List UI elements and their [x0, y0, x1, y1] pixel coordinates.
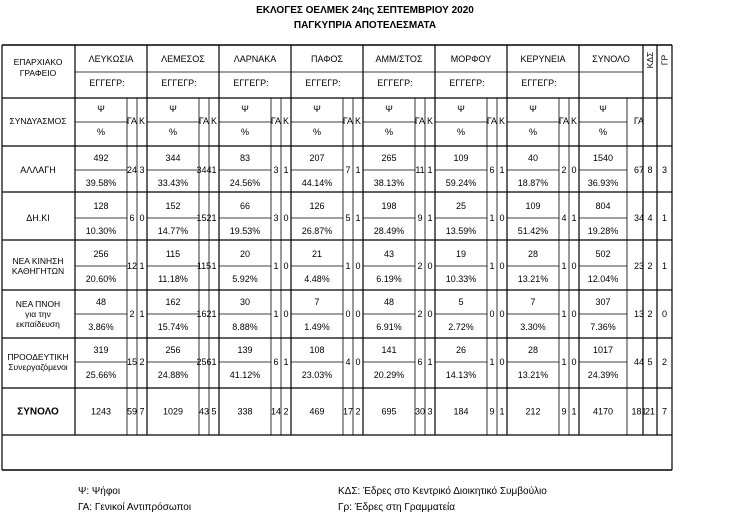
percent-cell: 13.59% [445, 226, 477, 236]
percent-cell: 13.21% [517, 370, 549, 380]
sum-k-cell: 5 [211, 406, 217, 417]
votes-cell: 162 [165, 297, 181, 307]
percent-cell: 13.21% [517, 274, 549, 284]
k-cell: 0 [283, 261, 289, 271]
votes-cell: 66 [239, 201, 251, 211]
k-cell: 1 [139, 261, 145, 271]
votes-cell: 492 [93, 153, 109, 163]
total-percent-cell: 7.36% [590, 322, 616, 332]
votes-cell: 30 [239, 297, 251, 307]
votes-cell: 7 [314, 297, 320, 307]
gr-cell: 2 [661, 357, 668, 367]
ga-cell: 1 [345, 261, 351, 271]
ga-cell: 7 [345, 165, 351, 175]
party-name: εκπαίδευση [16, 319, 60, 329]
registered-label: ΕΓΓΕΓΡ: [521, 78, 557, 88]
total-percent-cell: 19.28% [587, 226, 619, 236]
ga-cell: 4 [345, 357, 351, 367]
k-cell: 1 [211, 165, 217, 175]
ga-cell: 1 [561, 261, 567, 271]
votes-cell: 128 [93, 201, 109, 211]
sum-ga-cell: 30 [414, 406, 426, 417]
k-cell: 0 [499, 357, 505, 367]
total-votes-cell: 307 [595, 297, 611, 307]
ga-subheader: ΓΑ [126, 116, 138, 126]
legend-kds: ΚΔΣ: Έδρες στο Κεντρικό Διοικητικό Συμβούλιο [338, 486, 547, 497]
ga-cell: 4 [561, 213, 567, 223]
k-cell: 1 [211, 309, 217, 319]
total-column-header: ΣΥΝΟΛΟ [592, 54, 630, 64]
total-ga-cell: 34 [633, 213, 645, 223]
gr-cell: 1 [661, 261, 668, 271]
percent-cell: 11.18% [158, 274, 188, 284]
pct-subheader: % [168, 127, 178, 137]
ga-subheader: ΓΑ [486, 116, 498, 126]
sum-k-cell: 2 [355, 406, 361, 417]
district-name: ΛΕΜΕΣΟΣ [161, 54, 205, 64]
sum-votes-cell: 1029 [162, 406, 184, 417]
pct-subheader: % [456, 127, 466, 137]
k-cell: 0 [427, 261, 433, 271]
corner-label-combination: ΣΥΝΔΥΑΣΜΟΣ [9, 116, 67, 126]
sum-ga-cell: 59 [126, 406, 138, 417]
legend-psi: Ψ: Ψήφοι [78, 486, 121, 497]
k-subheader: Κ [210, 116, 218, 126]
percent-cell: 44.14% [301, 178, 333, 188]
percent-cell: 15.74% [157, 322, 189, 332]
percent-cell: 38.13% [373, 178, 405, 188]
percent-cell: 5.92% [232, 274, 258, 284]
psi-subheader: Ψ [599, 104, 607, 114]
sum-row-label: ΣΥΝΟΛΟ [17, 406, 59, 418]
registered-label: ΕΓΓΕΓΡ: [449, 78, 485, 88]
votes-cell: 109 [525, 201, 541, 211]
k-cell: 0 [283, 213, 289, 223]
legend-gr: Γρ: Έδρες στη Γραμματεία [338, 502, 456, 513]
votes-cell: 141 [381, 345, 397, 355]
ga-cell: 12 [126, 261, 138, 271]
votes-cell: 139 [237, 345, 253, 355]
votes-cell: 48 [383, 297, 395, 307]
ga-cell: 162 [196, 309, 212, 319]
k-cell: 0 [571, 261, 577, 271]
votes-cell: 265 [381, 153, 397, 163]
psi-subheader: Ψ [385, 104, 393, 114]
k-cell: 0 [427, 309, 433, 319]
ga-cell: 115 [196, 261, 212, 271]
ga-cell: 6 [489, 165, 495, 175]
votes-cell: 207 [309, 153, 325, 163]
ga-cell: 1 [273, 261, 279, 271]
sum-votes-cell: 695 [381, 406, 397, 417]
total-votes-cell: 502 [595, 249, 611, 259]
k-cell: 1 [571, 213, 577, 223]
party-name: ΝΕΑ ΚΙΝΗΣΗ [12, 256, 64, 266]
total-ga-cell: 23 [633, 261, 645, 271]
ga-cell: 11 [415, 165, 425, 175]
sum-ga-cell: 9 [489, 406, 495, 417]
k-cell: 0 [571, 357, 577, 367]
sum-ga-cell: 17 [342, 406, 354, 417]
ga-cell: 344 [196, 165, 212, 175]
percent-cell: 20.29% [373, 370, 405, 380]
party-name: ΝΕΑ ΠΝΟΗ [15, 299, 61, 309]
k-subheader: Κ [282, 116, 290, 126]
sum-ga-cell: 43 [198, 406, 210, 417]
sum-gr-cell: 7 [661, 406, 668, 417]
k-subheader: Κ [138, 116, 146, 126]
sum-kds-cell: 21 [644, 406, 656, 417]
votes-cell: 256 [165, 345, 181, 355]
k-subheader: Κ [570, 116, 578, 126]
votes-cell: 26 [455, 345, 467, 355]
percent-cell: 6.91% [376, 322, 402, 332]
votes-cell: 198 [381, 201, 397, 211]
percent-cell: 33.43% [157, 178, 189, 188]
ga-cell: 2 [129, 309, 135, 319]
psi-subheader: Ψ [457, 104, 465, 114]
sum-k-cell: 3 [427, 406, 433, 417]
party-name: Συνεργαζόμενοι [8, 362, 68, 372]
sum-votes-cell: 469 [309, 406, 325, 417]
percent-cell: 39.58% [85, 178, 117, 188]
votes-cell: 126 [309, 201, 325, 211]
total-ga-cell: 67 [633, 165, 645, 175]
percent-cell: 26.87% [301, 226, 333, 236]
ga-cell: 9 [417, 213, 423, 223]
percent-cell: 51.42% [517, 226, 549, 236]
sum-total-votes-cell: 4170 [592, 406, 614, 417]
party-name: ΔΗ.ΚΙ [26, 213, 50, 223]
sum-k-cell: 1 [499, 406, 505, 417]
district-name: ΜΟΡΦΟΥ [450, 54, 492, 64]
k-subheader: Κ [354, 116, 362, 126]
party-name: για την [25, 309, 51, 319]
percent-cell: 14.13% [445, 370, 477, 380]
ga-cell: 152 [196, 213, 212, 223]
registered-label: ΕΓΓΕΓΡ: [377, 78, 413, 88]
pct-subheader: % [96, 127, 106, 137]
votes-cell: 25 [455, 201, 467, 211]
votes-cell: 20 [239, 249, 251, 259]
sum-votes-cell: 212 [525, 406, 541, 417]
votes-cell: 28 [527, 249, 539, 259]
votes-cell: 43 [383, 249, 395, 259]
percent-cell: 14.77% [157, 226, 189, 236]
k-cell: 1 [139, 309, 145, 319]
votes-cell: 40 [527, 153, 539, 163]
kds-column-header: ΚΔΣ [645, 51, 655, 69]
k-cell: 0 [499, 261, 505, 271]
pct-subheader: % [312, 127, 322, 137]
registered-label: ΕΓΓΕΓΡ: [161, 78, 197, 88]
pct-subheader: % [528, 127, 538, 137]
gr-column-header: ΓΡ [659, 54, 670, 66]
ga-cell: 6 [273, 357, 279, 367]
gr-cell: 0 [661, 309, 668, 319]
votes-cell: 7 [530, 297, 536, 307]
ga-cell: 15 [126, 357, 138, 367]
k-cell: 0 [355, 309, 361, 319]
registered-label: ΕΓΓΕΓΡ: [233, 78, 269, 88]
ga-cell: 1 [489, 213, 495, 223]
sum-votes-cell: 338 [237, 406, 253, 417]
ga-subheader: ΓΑ [198, 116, 210, 126]
percent-cell: 41.12% [229, 370, 261, 380]
psi-subheader: Ψ [97, 104, 105, 114]
sum-votes-cell: 1243 [90, 406, 112, 417]
corner-label-2: ΓΡΑΦΕΙΟ [19, 68, 57, 78]
ga-subheader: ΓΑ [633, 116, 645, 126]
percent-cell: 10.30% [85, 226, 117, 236]
votes-cell: 256 [93, 249, 109, 259]
votes-cell: 48 [95, 297, 107, 307]
k-cell: 1 [355, 165, 361, 175]
district-name: ΛΕΥΚΩΣΙΑ [88, 54, 134, 64]
corner-label-1: ΕΠΑΡΧΙΑΚΟ [13, 57, 63, 67]
sum-k-cell: 7 [139, 406, 145, 417]
kds-cell: 4 [647, 213, 653, 223]
percent-cell: 10.33% [445, 274, 477, 284]
ga-cell: 0 [345, 309, 351, 319]
percent-cell: 24.56% [229, 178, 261, 188]
kds-cell: 2 [647, 309, 653, 319]
sum-total-ga-cell: 181 [631, 406, 647, 417]
k-cell: 1 [211, 213, 217, 223]
ga-cell: 1 [561, 309, 567, 319]
sum-k-cell: 2 [283, 406, 289, 417]
k-subheader: Κ [426, 116, 434, 126]
ga-cell: 256 [196, 357, 212, 367]
psi-subheader: Ψ [529, 104, 537, 114]
k-cell: 0 [499, 213, 505, 223]
k-cell: 1 [211, 357, 217, 367]
sum-ga-cell: 14 [270, 406, 282, 417]
sum-k-cell: 1 [571, 406, 577, 417]
total-percent-cell: 36.93% [587, 178, 619, 188]
psi-subheader: Ψ [241, 104, 249, 114]
gr-cell: 1 [661, 213, 668, 223]
total-votes-cell: 1540 [592, 153, 614, 163]
ga-cell: 3 [273, 165, 279, 175]
votes-cell: 28 [527, 345, 539, 355]
k-cell: 1 [355, 213, 361, 223]
k-cell: 0 [499, 309, 505, 319]
percent-cell: 8.88% [232, 322, 258, 332]
pct-subheader: % [598, 127, 608, 137]
percent-cell: 6.19% [376, 274, 402, 284]
total-votes-cell: 1017 [592, 345, 614, 355]
ga-cell: 6 [417, 357, 423, 367]
percent-cell: 1.49% [304, 322, 330, 332]
percent-cell: 19.53% [229, 226, 261, 236]
votes-cell: 109 [453, 153, 469, 163]
k-cell: 0 [571, 309, 577, 319]
district-name: ΛΑΡΝΑΚΑ [233, 54, 277, 64]
percent-cell: 24.88% [157, 370, 189, 380]
psi-subheader: Ψ [313, 104, 321, 114]
document-title: ΕΚΛΟΓΕΣ ΟΕΛΜΕΚ 24ης ΣΕΠΤΕΜΒΡΙΟΥ 2020 [256, 5, 474, 16]
votes-cell: 344 [165, 153, 181, 163]
ga-cell: 1 [561, 357, 567, 367]
k-cell: 1 [427, 213, 433, 223]
percent-cell: 20.60% [85, 274, 117, 284]
ga-cell: 2 [417, 261, 423, 271]
ga-subheader: ΓΑ [342, 116, 354, 126]
total-percent-cell: 24.39% [587, 370, 619, 380]
votes-cell: 319 [93, 345, 109, 355]
ga-subheader: ΓΑ [270, 116, 282, 126]
votes-cell: 108 [309, 345, 325, 355]
votes-cell: 5 [458, 297, 464, 307]
ga-subheader: ΓΑ [414, 116, 426, 126]
ga-cell: 6 [129, 213, 135, 223]
ga-cell: 24 [126, 165, 138, 175]
party-name: ΚΑΘΗΓΗΤΩΝ [11, 266, 65, 276]
k-cell: 3 [139, 165, 145, 175]
k-cell: 0 [355, 357, 361, 367]
votes-cell: 21 [311, 249, 323, 259]
ga-cell: 1 [489, 261, 495, 271]
psi-subheader: Ψ [169, 104, 177, 114]
district-name: ΑΜΜ/ΣΤΟΣ [375, 54, 423, 64]
percent-cell: 18.87% [517, 178, 549, 188]
party-name: ΑΛΛΑΓΗ [20, 165, 56, 175]
ga-cell: 2 [417, 309, 423, 319]
party-name: ΠΡΟΟΔΕΥΤΙΚΗ [7, 352, 69, 362]
kds-cell: 5 [647, 357, 653, 367]
k-cell: 1 [283, 357, 289, 367]
ga-cell: 0 [489, 309, 495, 319]
k-cell: 1 [499, 165, 505, 175]
registered-label: ΕΓΓΕΓΡ: [305, 78, 341, 88]
percent-cell: 4.48% [304, 274, 330, 284]
percent-cell: 59.24% [445, 178, 477, 188]
k-cell: 1 [427, 165, 433, 175]
k-cell: 0 [139, 213, 145, 223]
legend-ga: ΓΑ: Γενικοί Αντιπρόσωποι [78, 502, 192, 513]
district-name: ΠΑΦΟΣ [311, 54, 343, 64]
k-subheader: Κ [498, 116, 506, 126]
percent-cell: 3.86% [88, 322, 114, 332]
percent-cell: 23.03% [301, 370, 333, 380]
k-cell: 2 [139, 357, 145, 367]
gr-cell: 3 [661, 165, 668, 175]
votes-cell: 115 [165, 249, 181, 259]
registered-label: ΕΓΓΕΓΡ: [89, 78, 125, 88]
kds-cell: 2 [647, 261, 653, 271]
total-ga-cell: 44 [633, 357, 645, 367]
total-percent-cell: 12.04% [587, 274, 619, 284]
k-cell: 1 [427, 357, 433, 367]
ga-cell: 3 [273, 213, 279, 223]
total-votes-cell: 804 [595, 201, 611, 211]
document-subtitle: ΠΑΓΚΥΠΡΙΑ ΑΠΟΤΕΛΕΣΜΑΤΑ [293, 20, 437, 31]
ga-cell: 5 [345, 213, 351, 223]
votes-cell: 19 [455, 249, 467, 259]
percent-cell: 25.66% [85, 370, 117, 380]
votes-cell: 83 [239, 153, 251, 163]
k-cell: 0 [283, 309, 289, 319]
pct-subheader: % [240, 127, 250, 137]
votes-cell: 152 [165, 201, 181, 211]
sum-votes-cell: 184 [453, 406, 469, 417]
percent-cell: 28.49% [373, 226, 405, 236]
ga-cell: 2 [561, 165, 567, 175]
ga-cell: 1 [489, 357, 495, 367]
pct-subheader: % [384, 127, 394, 137]
district-name: ΚΕΡΥΝΕΙΑ [520, 54, 566, 64]
k-cell: 1 [211, 261, 217, 271]
total-ga-cell: 13 [633, 309, 645, 319]
ga-subheader: ΓΑ [558, 116, 570, 126]
ga-cell: 1 [273, 309, 279, 319]
percent-cell: 2.72% [448, 322, 474, 332]
sum-ga-cell: 9 [561, 406, 567, 417]
k-cell: 1 [283, 165, 289, 175]
k-cell: 0 [355, 261, 361, 271]
percent-cell: 3.30% [520, 322, 546, 332]
kds-cell: 8 [647, 165, 653, 175]
k-cell: 0 [571, 165, 577, 175]
